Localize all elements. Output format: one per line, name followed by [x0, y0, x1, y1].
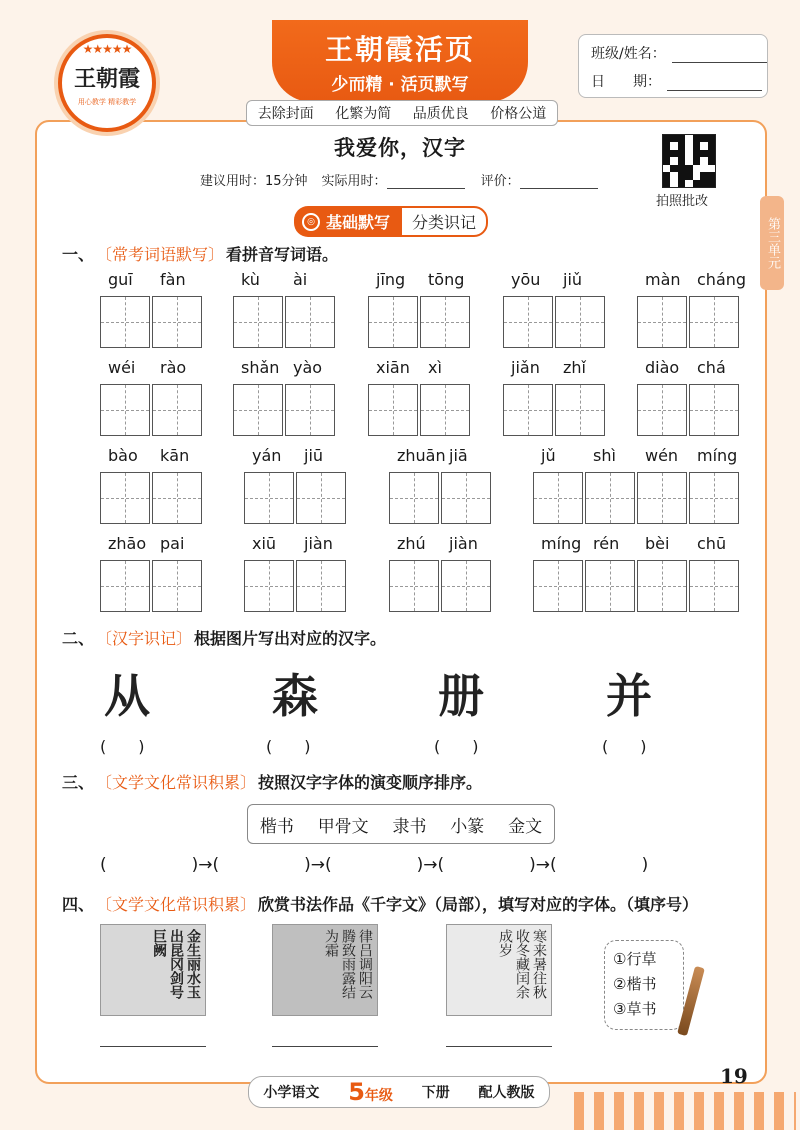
- slogan-item: 化繁为简: [335, 106, 392, 122]
- question-4-heading: [62, 892, 698, 915]
- oracle-glyph: 森: [272, 669, 318, 723]
- answer-line[interactable]: [446, 1046, 552, 1047]
- pinyin-label: yào: [293, 358, 323, 377]
- qr-module: [678, 172, 685, 179]
- qr-module: [663, 150, 670, 157]
- decorative-stripes: [574, 1092, 796, 1130]
- writing-grid-cell[interactable]: [689, 472, 739, 524]
- class-name-label: 班级/姓名：: [591, 46, 666, 62]
- qr-module: [678, 157, 685, 164]
- writing-grid-cell[interactable]: [503, 384, 553, 436]
- qr-module: [708, 172, 715, 179]
- writing-grid-cell[interactable]: [689, 296, 739, 348]
- qr-module: [693, 150, 700, 157]
- pinyin-label: tōng: [428, 270, 465, 289]
- qr-module: [670, 135, 677, 142]
- pinyin-label: bèi: [645, 534, 670, 553]
- answer-blank[interactable]: ( ): [100, 737, 145, 756]
- footer-grade: 年级: [364, 1088, 393, 1104]
- writing-grid-cell[interactable]: [689, 384, 739, 436]
- pinyin-label: yōu: [511, 270, 541, 289]
- page-number: 19: [720, 1064, 748, 1088]
- pinyin-label: jiū: [304, 446, 324, 465]
- badge-icon: ◎: [302, 213, 320, 231]
- qr-module: [678, 142, 685, 149]
- question-tag: 〔常考词语默写〕: [96, 245, 225, 264]
- qr-module: [700, 165, 707, 172]
- pinyin-label: jiǔ: [563, 270, 583, 289]
- writing-grid-cell[interactable]: [441, 472, 491, 524]
- rating-field[interactable]: [520, 174, 598, 189]
- suggested-time: 建议用时：15分钟: [200, 174, 308, 189]
- question-number: 四、: [62, 895, 95, 914]
- pinyin-label: fàn: [160, 270, 186, 289]
- qr-module: [670, 142, 677, 149]
- pinyin-label: míng: [541, 534, 582, 553]
- qr-module: [678, 150, 685, 157]
- qr-module: [685, 142, 692, 149]
- writing-grid-cell[interactable]: [637, 296, 687, 348]
- class-name-row: [591, 43, 767, 63]
- pinyin-label: rén: [593, 534, 620, 553]
- pinyin-label: jīng: [376, 270, 406, 289]
- writing-grid-cell[interactable]: [389, 560, 439, 612]
- writing-grid-cell[interactable]: [533, 560, 583, 612]
- question-number: 三、: [62, 773, 95, 792]
- qr-module: [663, 165, 670, 172]
- question-text: 根据图片写出对应的汉字。: [194, 629, 387, 648]
- writing-grid-cell[interactable]: [368, 296, 418, 348]
- writing-grid-cell[interactable]: [100, 472, 150, 524]
- writing-grid-cell[interactable]: [389, 472, 439, 524]
- section-main-label: [294, 206, 400, 237]
- footer-volume: 下册: [421, 1085, 450, 1101]
- unit-tab: 第三单元: [760, 196, 784, 290]
- writing-grid-cell[interactable]: [100, 296, 150, 348]
- writing-grid-cell[interactable]: [533, 472, 583, 524]
- pinyin-label: zhāo: [108, 534, 147, 553]
- footer-grade-number: 5: [348, 1078, 365, 1106]
- writing-grid-cell[interactable]: [368, 384, 418, 436]
- qr-module: [693, 180, 700, 187]
- answer-line[interactable]: [272, 1046, 378, 1047]
- question-number: 二、: [62, 629, 95, 648]
- question-1-heading: [62, 242, 338, 265]
- footer-bar: [248, 1076, 550, 1108]
- qr-module: [678, 165, 685, 172]
- pinyin-label: xiū: [252, 534, 277, 553]
- question-3-heading: [62, 770, 482, 793]
- pinyin-label: xì: [428, 358, 442, 377]
- font-options-box: [604, 940, 684, 1030]
- writing-grid-cell[interactable]: [244, 560, 294, 612]
- writing-grid-cell[interactable]: [296, 560, 346, 612]
- qr-module: [685, 165, 692, 172]
- pinyin-label: pai: [160, 534, 185, 553]
- script-option: 小篆: [450, 816, 485, 837]
- rating-label: 评价：: [480, 174, 520, 189]
- pinyin-label: wéi: [108, 358, 136, 377]
- script-option: 甲骨文: [317, 816, 369, 837]
- header-banner: [272, 20, 528, 102]
- writing-grid-cell[interactable]: [555, 384, 605, 436]
- pinyin-label: jǔ: [541, 446, 556, 465]
- writing-grid-cell[interactable]: [585, 560, 635, 612]
- qr-module: [685, 157, 692, 164]
- student-info-box: [578, 34, 768, 98]
- writing-grid-cell[interactable]: [420, 296, 470, 348]
- writing-grid-cell[interactable]: [152, 384, 202, 436]
- writing-grid-cell[interactable]: [637, 560, 687, 612]
- qr-module: [693, 142, 700, 149]
- oracle-glyph: 从: [104, 669, 150, 723]
- question-2-heading: [62, 626, 386, 649]
- qr-module: [700, 157, 707, 164]
- question-number: 一、: [62, 245, 95, 264]
- slogan-bar: [246, 100, 558, 126]
- qr-module: [663, 142, 670, 149]
- qr-module: [700, 142, 707, 149]
- pinyin-label: jiàn: [449, 534, 478, 553]
- writing-grid-cell[interactable]: [285, 384, 335, 436]
- answer-line[interactable]: [100, 1046, 206, 1047]
- actual-time-field[interactable]: [387, 174, 465, 189]
- qr-module: [708, 180, 715, 187]
- script-options-box: [247, 804, 555, 844]
- script-option: 隶书: [392, 816, 427, 837]
- pinyin-label: rào: [160, 358, 187, 377]
- question-text: 按照汉字字体的演变顺序排序。: [258, 773, 483, 792]
- question-tag: 〔文学文化常识积累〕: [96, 773, 257, 792]
- pinyin-label: cháng: [697, 270, 747, 289]
- banner-title: 王朝霞活页: [324, 33, 475, 66]
- font-option: ①行草: [613, 950, 657, 968]
- qr-module: [708, 157, 715, 164]
- logo-name: 王朝霞: [73, 66, 140, 92]
- writing-grid-cell[interactable]: [503, 296, 553, 348]
- qr-code-icon[interactable]: [662, 134, 716, 188]
- calligraphy-image-3: 寒来暑往秋收冬藏闰余成岁: [446, 924, 552, 1016]
- writing-grid-cell[interactable]: [100, 560, 150, 612]
- pinyin-label: zhú: [397, 534, 426, 553]
- pinyin-label: jiàn: [304, 534, 333, 553]
- qr-module: [663, 172, 670, 179]
- qr-module: [670, 172, 677, 179]
- writing-grid-cell[interactable]: [233, 384, 283, 436]
- qr-module: [685, 135, 692, 142]
- calligraphy-image-2: 律吕调阳云腾致雨露结为霜: [272, 924, 378, 1016]
- pinyin-label: zhuān: [397, 446, 446, 465]
- pinyin-label: zhǐ: [563, 358, 586, 377]
- pinyin-label: chá: [697, 358, 726, 377]
- writing-grid-cell[interactable]: [637, 472, 687, 524]
- writing-grid-cell[interactable]: [585, 472, 635, 524]
- writing-grid-cell[interactable]: [233, 296, 283, 348]
- qr-module: [670, 150, 677, 157]
- pinyin-label: chū: [697, 534, 727, 553]
- writing-grid-cell[interactable]: [555, 296, 605, 348]
- qr-module: [708, 165, 715, 172]
- qr-module: [708, 135, 715, 142]
- brand-logo: [58, 34, 156, 132]
- writing-grid-cell[interactable]: [441, 560, 491, 612]
- date-row: [591, 71, 762, 91]
- qr-module: [678, 135, 685, 142]
- question-text: 欣赏书法作品《千字文》（局部），填写对应的字体。（填序号）: [258, 895, 699, 914]
- qr-module: [670, 180, 677, 187]
- page-title: 我爱你，汉字: [334, 136, 466, 160]
- qr-label: 拍照批改: [656, 194, 709, 209]
- qr-module: [670, 157, 677, 164]
- qr-module: [693, 172, 700, 179]
- pinyin-label: yán: [252, 446, 282, 465]
- oracle-glyph: 册: [438, 669, 484, 723]
- slogan-item: 去除封面: [257, 106, 314, 122]
- font-option: ②楷书: [613, 975, 657, 993]
- timing-row: [200, 170, 610, 189]
- writing-grid-cell[interactable]: [100, 384, 150, 436]
- qr-module: [685, 150, 692, 157]
- writing-grid-cell[interactable]: [420, 384, 470, 436]
- qr-module: [693, 157, 700, 164]
- class-name-field[interactable]: [672, 48, 767, 63]
- actual-time-label: 实际用时：: [321, 174, 387, 189]
- logo-subtitle: 用心教学 精彩教学: [77, 98, 137, 106]
- pinyin-label: kù: [241, 270, 260, 289]
- calligraphy-image-1: 金生丽水玉出昆冈剑号巨阙: [100, 924, 206, 1016]
- qr-module: [685, 172, 692, 179]
- writing-grid-cell[interactable]: [296, 472, 346, 524]
- pinyin-label: míng: [697, 446, 738, 465]
- pinyin-label: guī: [108, 270, 133, 289]
- pinyin-label: bào: [108, 446, 138, 465]
- answer-blank[interactable]: ( ): [266, 737, 311, 756]
- writing-grid-cell[interactable]: [152, 472, 202, 524]
- footer-edition: 配人教版: [478, 1085, 535, 1101]
- pinyin-label: jiǎn: [511, 358, 540, 377]
- question-tag: 〔汉字识记〕: [96, 629, 193, 648]
- oracle-glyph: 并: [606, 669, 652, 723]
- pinyin-label: shì: [593, 446, 616, 465]
- order-answer-row[interactable]: ( )→( )→( )→( )→( ): [100, 855, 649, 875]
- script-option: 楷书: [259, 816, 294, 837]
- answer-blank[interactable]: ( ): [434, 737, 479, 756]
- section-sub-label: 分类识记: [400, 206, 488, 237]
- qr-module: [663, 157, 670, 164]
- writing-grid-cell[interactable]: [637, 384, 687, 436]
- qr-module: [700, 172, 707, 179]
- slogan-item: 品质优良: [412, 106, 469, 122]
- qr-module: [670, 165, 677, 172]
- pinyin-label: jiā: [449, 446, 468, 465]
- slogan-item: 价格公道: [490, 106, 547, 122]
- pinyin-label: wén: [645, 446, 679, 465]
- crown-icon: ★★★★★: [82, 42, 132, 56]
- qr-module: [678, 180, 685, 187]
- pinyin-label: ài: [293, 270, 308, 289]
- pinyin-label: diào: [645, 358, 680, 377]
- banner-subtitle: 少而精 · 活页默写: [331, 75, 469, 95]
- writing-grid-cell[interactable]: [244, 472, 294, 524]
- writing-grid-cell[interactable]: [285, 296, 335, 348]
- pinyin-label: màn: [645, 270, 681, 289]
- section-main-text: 基础默写: [326, 213, 391, 232]
- font-option: ③草书: [613, 1000, 657, 1018]
- qr-module: [708, 142, 715, 149]
- answer-blank[interactable]: ( ): [602, 737, 647, 756]
- pinyin-label: shǎn: [241, 358, 280, 377]
- qr-module: [663, 135, 670, 142]
- qr-module: [693, 135, 700, 142]
- qr-module: [700, 150, 707, 157]
- qr-module: [700, 180, 707, 187]
- qr-module: [663, 180, 670, 187]
- section-header: [294, 206, 488, 237]
- pinyin-label: xiān: [376, 358, 410, 377]
- question-tag: 〔文学文化常识积累〕: [96, 895, 257, 914]
- script-option: 金文: [508, 816, 543, 837]
- qr-module: [708, 150, 715, 157]
- date-label: 日 期：: [591, 74, 661, 90]
- writing-grid-cell[interactable]: [152, 560, 202, 612]
- date-field[interactable]: [667, 76, 762, 91]
- footer-subject: 小学语文: [263, 1085, 320, 1101]
- writing-grid-cell[interactable]: [689, 560, 739, 612]
- question-text: 看拼音写词语。: [226, 245, 339, 264]
- writing-grid-cell[interactable]: [152, 296, 202, 348]
- qr-module: [685, 180, 692, 187]
- pinyin-label: kān: [160, 446, 190, 465]
- qr-module: [693, 165, 700, 172]
- qr-module: [700, 135, 707, 142]
